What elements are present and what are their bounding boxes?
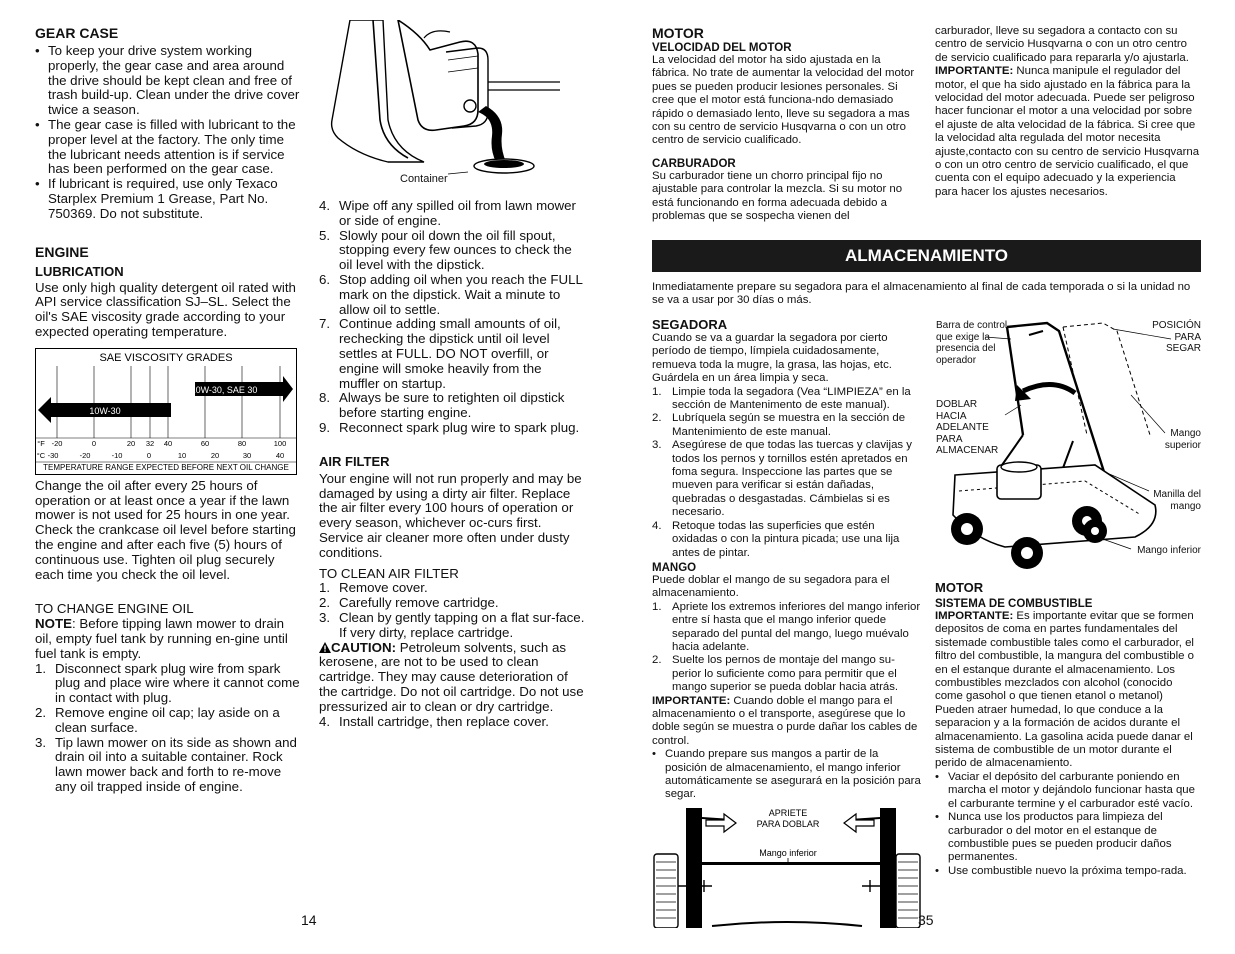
motor-fuel-heading: MOTOR [935,580,984,595]
list-item: 4. Wipe off any spilled oil from lawn mower or side of engine. [319,198,576,228]
list-item: • If lubricant is required, use only Texaco Starplex Premium 1 Grease, Part No. 750369. Do not substitute. [35,177,301,221]
segadora-intro: Cuando se va a guardar la segadora por cierto período de tiempo, límpiela cuidadosamente, remueva toda la mugre, la grasa, las hojas, etc. Guárdela en un área limpia y seca. [652,332,892,385]
change-oil-note [35,617,301,661]
f-tick: 40 [163,438,173,448]
right-column-3 [935,580,1201,878]
engine-speed-heading: VELOCIDAD DEL MOTOR [652,42,792,54]
list-item: 2. Lubríquela según se muestra en la sección de Mantenimiento de este manual. [652,412,906,438]
list-item: 3. Asegúrese de que todas las tuercas y clavijas y todos los pernos y tornillos estén apretados en foma segura. Inspeccione las partes que se mueven para verificar si están dañadas, quebradas o desgastadas. Cámbielas si es necesario. [652,439,912,519]
list-item: 5. Slowly pour oil down the oil fill spout, stopping every few ounces to check the oil level with the dipstick. [319,227,572,273]
lubrication-heading: LUBRICATION [35,263,124,279]
lower-handle-label: Mango inferior [1137,545,1201,556]
mango-bullets [652,748,922,802]
important-label: IMPORTANTE: [935,65,1014,78]
carburetor-text-cont: carburador, lleve su segadora a contacto con su centro de servicio Husqvarna o con un otro centro de servicio cualificado para repararla y/o ajustarla. [935,25,1189,64]
air-filter-step-4 [319,715,585,730]
bar-10w30-sae30-label: 10W-30, SAE 30 [190,384,258,395]
gear-case-bullets [35,44,301,222]
carburetor-text: Su carburador tiene un chorro principal fijo no ajustable para controlar la mezcla. Si su motor no está funcionando en forma adecuada debido a problemas que se sospecha vienen del [652,169,903,223]
list-item: 8. Always be sure to retighten oil dipstick before starting engine. [319,390,565,421]
fuel-system-heading: SISTEMA DE COMBUSTIBLE [935,598,1093,610]
caution-text: Petroleum solvents, such as kerosene, are not to be used to clean cartridge. They may cause deterioration of the cartridge. Do not oil cartridge. Do not use pressurized air to clean or dry cartridge. [319,639,584,714]
mango-important [652,695,922,749]
para-doblar-label: PARA DOBLAR [756,819,820,829]
list-item: 6. Stop adding oil when you reach the FULL mark on the dipstick. Wait a minute to allow oil to settle. [319,271,583,317]
mango-heading: MANGO [652,561,697,574]
c-tick: 40 [275,450,285,460]
list-item: 7. Continue adding small amounts of oil, rechecking the dipstick until oil level settles at FULL. DO NOT overfill, or engine will smoke heavily from the muffler on startup. [319,316,561,391]
f-tick: 80 [237,438,247,448]
list-item: 1. Remove cover. [319,580,428,596]
list-item: 4. Retoque todas las superficies que estén oxidadas o con la pintura picada; use una lija antes de pintar. [652,519,900,559]
list-item: • Vaciar el depósito del carburante poniendo en marcha el motor y dejándolo funcionar hasta que el carburante termine y el carburador esté vacío. [935,771,1201,811]
segadora-heading: SEGADORA [652,317,728,332]
list-item: 2. Suelte los pernos de montaje del mango su-perior lo suficiente como para permitir que el mango superior se pueda doblar hacia atrás. [652,654,899,694]
air-filter-steps [319,581,585,640]
clean-air-filter-heading: TO CLEAN AIR FILTER [319,565,459,581]
oil-drain-illustration [328,20,563,190]
c-tick: 30 [242,450,252,460]
change-oil-steps [35,662,301,795]
important-text: Cuando doble el mango para el almacenamiento o el transporte, asegúrese que lo doble según se muestra o purde dañar los cables de control. [652,694,918,747]
engine-heading: ENGINE [35,243,89,260]
carburetor-heading: CARBURADOR [652,157,736,170]
storage-banner: ALMACENAMIENTO [652,240,1201,272]
oil-change-interval: Change the oil after every 25 hours of operation or at least once a year if the lawn mower is not used for 25 hours in one year. [35,477,290,523]
list-item: 2. Carefully remove cartridge. [319,595,499,611]
f-tick: -20 [51,438,63,448]
apriete-label: APRIETE [768,808,808,818]
oil-steps-continued [319,199,585,436]
motor-heading: MOTOR [652,25,704,41]
left-column-2 [319,199,585,729]
list-item: 3. Clean by gently tapping on a flat sur-face. If very dirty, replace cartridge. [319,609,585,640]
list-item: • Nunca use los productos para limpieza del carburador o del motor en el estanque de combustible pues se pueden producir daños permanentes. [935,811,1201,865]
mowing-position-label: POSICIÓN PARA SEGAR [1152,320,1201,354]
caution-block [319,641,585,715]
c-tick: 10 [177,450,187,460]
caution-label: CAUTION: [331,639,396,655]
container-label: Container [400,173,448,185]
governor-warning [935,65,1201,199]
important-text: Nunca manipule el regulador del motor, el que ha sido ajustado en la fábrica para la velocidad del motor adecuada. Puede ser peligroso hacer funcionar el motor a una velocidad por sobre el ajuste de alta velocidad de la fábrica. Si cree que la velocidad alta regulada del motor necesita ajuste,contacto con su centro de servicio Husqvarna o con un otro centro de servicio cualificado, el que cuenta con el equipo adecuado y la experiencia para hacer los ajustes necesarios. [935,65,1200,198]
f-tick: 0 [91,438,97,448]
control-bar-label: Barra de control que exige la presencia del operador [936,320,1008,366]
page-number-right: 35 [918,912,934,928]
left-column-1 [35,25,301,795]
arrow-left-icon [844,814,874,832]
page-number-left: 14 [301,912,317,928]
curved-arrow-icon [1023,384,1075,393]
warning-icon [319,642,331,653]
important-text: Es importante evitar que se formen depositos de coma en partes fundamentales del sistemade combustible tales como el carburador, el filtro del combustible, la mangura del combustible o en el estanque durante el almacenamiento. Los combustibles mezclados con alcohol (conocido come gasohol o que tienen etanol o metanol) Pueden atraer humedad, lo que conduce a la separacion y a la formación de acidos durante el almacenamiento. La gasolina acida puede danar el sistema de combustible de un motor durante el perido de almacenamiento. [935,610,1194,770]
f-tick: 100 [273,438,287,448]
f-label: °F [37,438,45,448]
right-column-1b [935,25,1201,199]
list-item: 1. Limpie toda la segadora (Vea “LIMPIEZA” en la sección de Mantenimento de este manual). [652,385,911,412]
handle-knob-label: Manilla del mango [1153,489,1201,512]
bar-10w30-label: 10W-30 [89,405,121,416]
upper-handle-label: Mango superior [1164,428,1201,451]
oil-check-interval: Check the crankcase oil level before starting the engine and after each five (5) hours of continuous use. Tighten oil plug securely each time you check the oil level. [35,522,296,582]
c-tick: -20 [79,450,91,460]
engine-speed-text: La velocidad del motor ha sido ajustada en la fábrica. No trate de aumentar la velocidad del motor pues se pueden producir lesiones personales. Si cree que el motor está funciona-ndo demasiado rápido o demasiado lento, lleve su segadora a mas con su centro de servicio Husqvarna o con un otro centro de servicio cualificado. [652,54,915,147]
c-tick: -10 [111,450,123,460]
list-item: • Use combustible nuevo la próxima tempo-rada. [935,865,1201,878]
f-tick: 32 [145,438,155,448]
fuel-bullets [935,771,1201,878]
right-column-1 [652,25,920,223]
c-label: °C [36,450,46,460]
viscosity-chart [35,348,297,475]
list-item: • Cuando prepare sus mangos a partir de la posición de almacenamiento, el mango inferior automáticamente se asegurará en la posición para segar. [652,748,922,802]
air-filter-intro: Your engine will not run properly and may be damaged by using a dirty air filter. Replace the air filter every 100 hours of operation or every season, whichever oc-curs first. Service air cleaner more often under dusty conditions. [319,470,582,560]
air-filter-heading: AIR FILTER [319,453,390,469]
lubrication-intro: Use only high quality detergent oil rated with API service classification SJ–SL. Select the oil's SAE viscosity grade according to your expected operating temperature. [35,279,296,339]
list-item: 1. Apriete los extremos inferiores del mango inferior entre sí hasta que el mango inferior quede separado del puntal del mango, luego muévalo hacia adelante. [652,600,921,653]
handle-fold-illustration [652,800,922,928]
list-item: 3. Tip lawn mower on its side as shown and drain oil into a suitable container. Rock lawn mower back and forth to re-move any oil trapped inside of engine. [35,734,297,794]
list-item: • The gear case is filled with lubricant to the proper level at the factory. The only time the lubricant needs attention is if service has been performed on the gear case. [35,118,301,177]
segadora-steps [652,386,922,560]
mango-intro: Puede doblar el mango de su segadora para el almacenamiento. [652,573,890,600]
gear-case-heading: GEAR CASE [35,25,119,41]
c-tick: 0 [146,450,152,460]
chart-title: SAE VISCOSITY GRADES [99,351,233,364]
chart-footer: TEMPERATURE RANGE EXPECTED BEFORE NEXT OIL CHANGE [43,462,289,472]
c-tick: 20 [210,450,220,460]
fuel-system-important [935,610,1201,771]
fold-forward-label: DOBLAR HACIA ADELANTE PARA ALMACENAR [936,399,999,456]
note-text: : Before tipping lawn mower to drain oil, empty fuel tank by running en-gine until fuel tank is empty. [35,616,288,661]
list-item: 2. Remove engine oil cap; lay aside on a clean surface. [35,704,280,735]
right-column-2 [652,317,922,802]
change-oil-heading: TO CHANGE ENGINE OIL [35,601,194,617]
arrow-right-icon [706,814,736,832]
storage-intro: Inmediatamente prepare su segadora para el almacenamiento al final de cada temporada o si la unidad no se va a usar por 30 días o más. [652,281,1191,307]
f-tick: 20 [126,438,136,448]
note-label: NOTE [35,616,72,632]
list-item: 4. Install cartridge, then replace cover. [319,713,549,729]
important-label: IMPORTANTE: [935,610,1014,622]
list-item: 9. Reconnect spark plug wire to spark plug. [319,419,580,435]
important-label: IMPORTANTE: [652,694,731,707]
list-item: 1. Disconnect spark plug wire from spark plug and place wire where it cannot come in contact with plug. [35,660,300,706]
mango-steps [652,601,922,695]
list-item: • To keep your drive system working properly, the gear case and area around the drive should be kept clean and free of trash build-up. Clean under the drive cover twice a season. [35,44,301,118]
c-tick: -30 [47,450,59,460]
mango-inferior-label: Mango inferior [759,848,817,858]
f-tick: 60 [200,438,210,448]
